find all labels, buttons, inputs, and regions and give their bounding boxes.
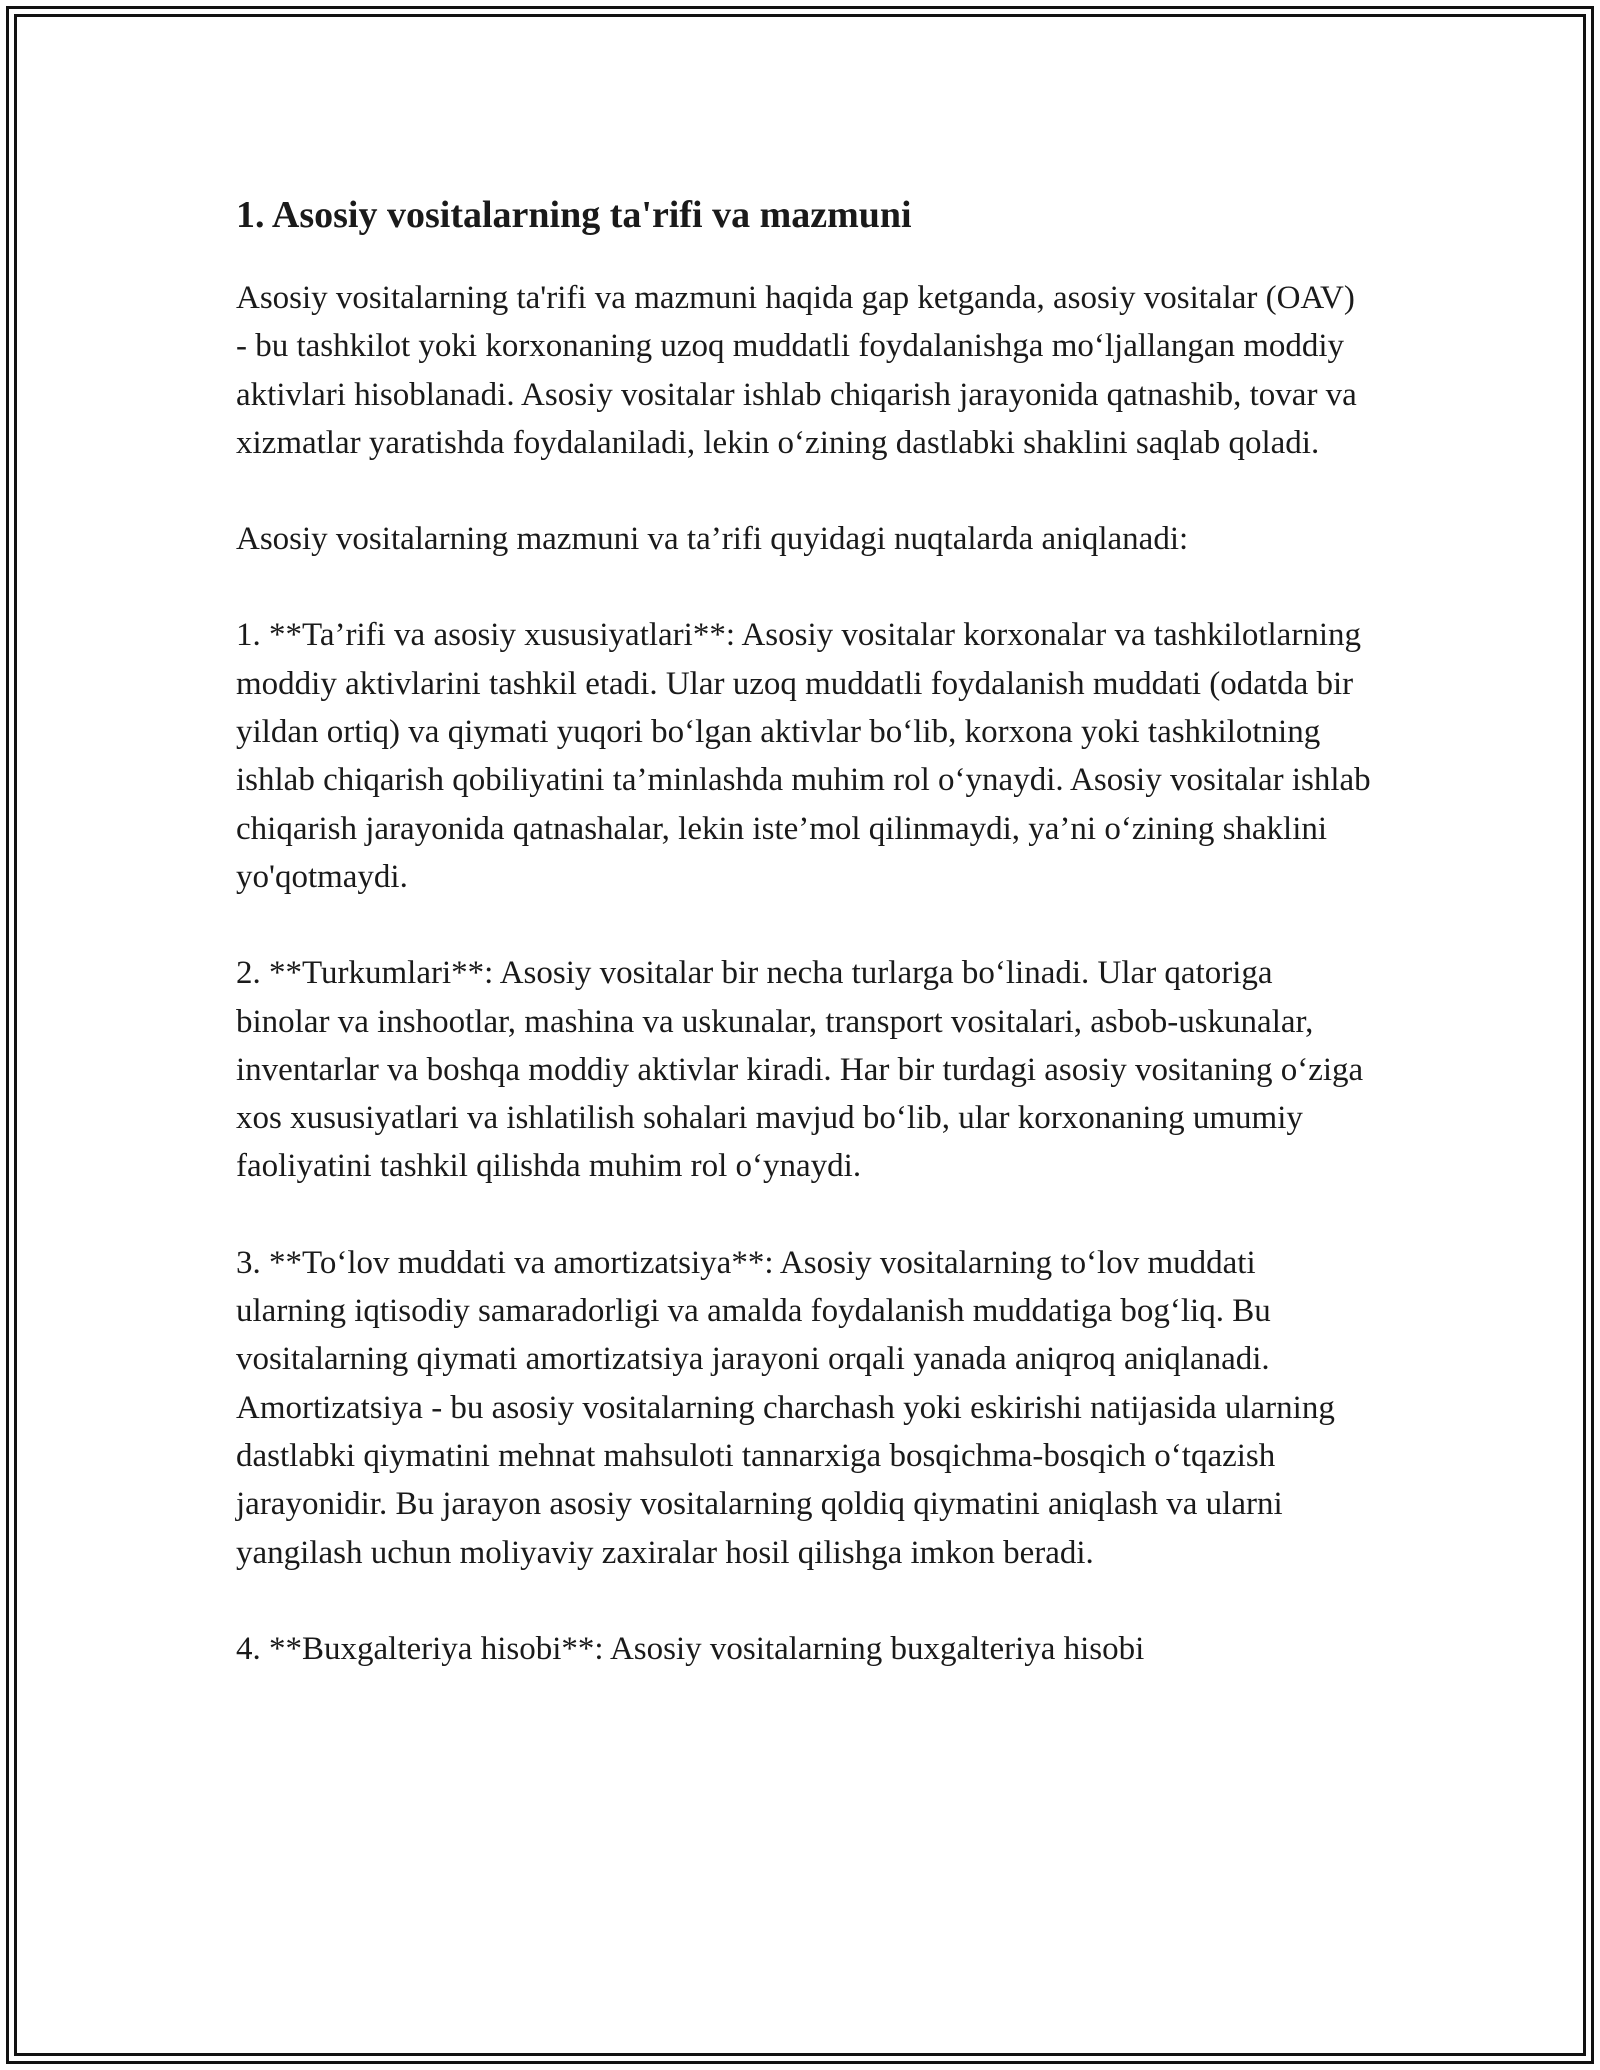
paragraph-item-2: 2. **Turkumlari**: Asosiy vositalar bir necha turlarga bo‘linadi. Ular qatoriga binolar va inshootlar, mashina va uskunalar, transport vositalari, asbob-uskunalar, inventarlar va boshqa moddiy aktivlar kiradi. Har bir turdagi asosiy vositaning o‘ziga xos xususiyatlari va ishlatilish sohalari mavjud bo‘lib, ular korxonaning umumiy faoliyatini tashkil qilishda muhim rol o‘ynaydi. xyxy=(236,955,1364,1185)
document-page xyxy=(236,186,1386,1721)
paragraph-item-3: 3. **To‘lov muddati va amortizatsiya**: Asosiy vositalarning to‘lov muddati ularning iqtisodiy samaradorligi va amalda foydalanish muddatiga bog‘liq. Bu vositalarning qiymati amortizatsiya jarayoni orqali yanada aniqroq aniqlanadi. Amortizatsiya - bu asosiy vositalarning charchash yoki eskirishi natijasida ularning dastlabki qiymatini mehnat mahsuloti tannarxiga bosqichma-bosqich o‘tqazish jarayonidir. Bu jarayon asosiy vositalarning qoldiq qiymatini aniqlash va ularni yangilash uchun moliyaviy zaxiralar hosil qilishga imkon beradi. xyxy=(236,1244,1335,1571)
paragraph-item-1: 1. **Ta’rifi va asosiy xususiyatlari**: Asosiy vositalar korxonalar va tashkilotlarning moddiy aktivlarini tashkil etadi. Ular uzoq muddatli foydalanish muddati (odatda bir yildan ortiq) va qiymati yuqori bo‘lgan aktivlar bo‘lib, korxona yoki tashkilotning ishlab chiqarish qobiliyatini ta’minlashda muhim rol o‘ynaydi. Asosiy vositalar ishlab chiqarish jarayonida qatnashalar, lekin iste’mol qilinmaydi, ya’ni o‘zining shaklini yo'qotmaydi. xyxy=(236,617,1371,895)
paragraph-lead-in: Asosiy vositalarning mazmuni va ta’rifi quyidagi nuqtalarda aniqlanadi: xyxy=(236,521,1189,558)
paragraph-item-4: 4. **Buxgalteriya hisobi**: Asosiy vositalarning buxgalteriya hisobi xyxy=(236,1630,1145,1667)
section-title: 1. Asosiy vositalarning ta'rifi va mazmuni xyxy=(236,194,912,236)
paragraph-intro: Asosiy vositalarning ta'rifi va mazmuni haqida gap ketganda, asosiy vositalar (OAV) - bu tashkilot yoki korxonaning uzoq muddatli foydalanishga mo‘ljallangan moddiy aktivlari hisoblanadi. Asosiy vositalar ishlab chiqarish jarayonida qatnashib, tovar va xizmatlar yaratishda foydalaniladi, lekin o‘zining dastlabki shaklini saqlab qoladi. xyxy=(236,280,1357,461)
